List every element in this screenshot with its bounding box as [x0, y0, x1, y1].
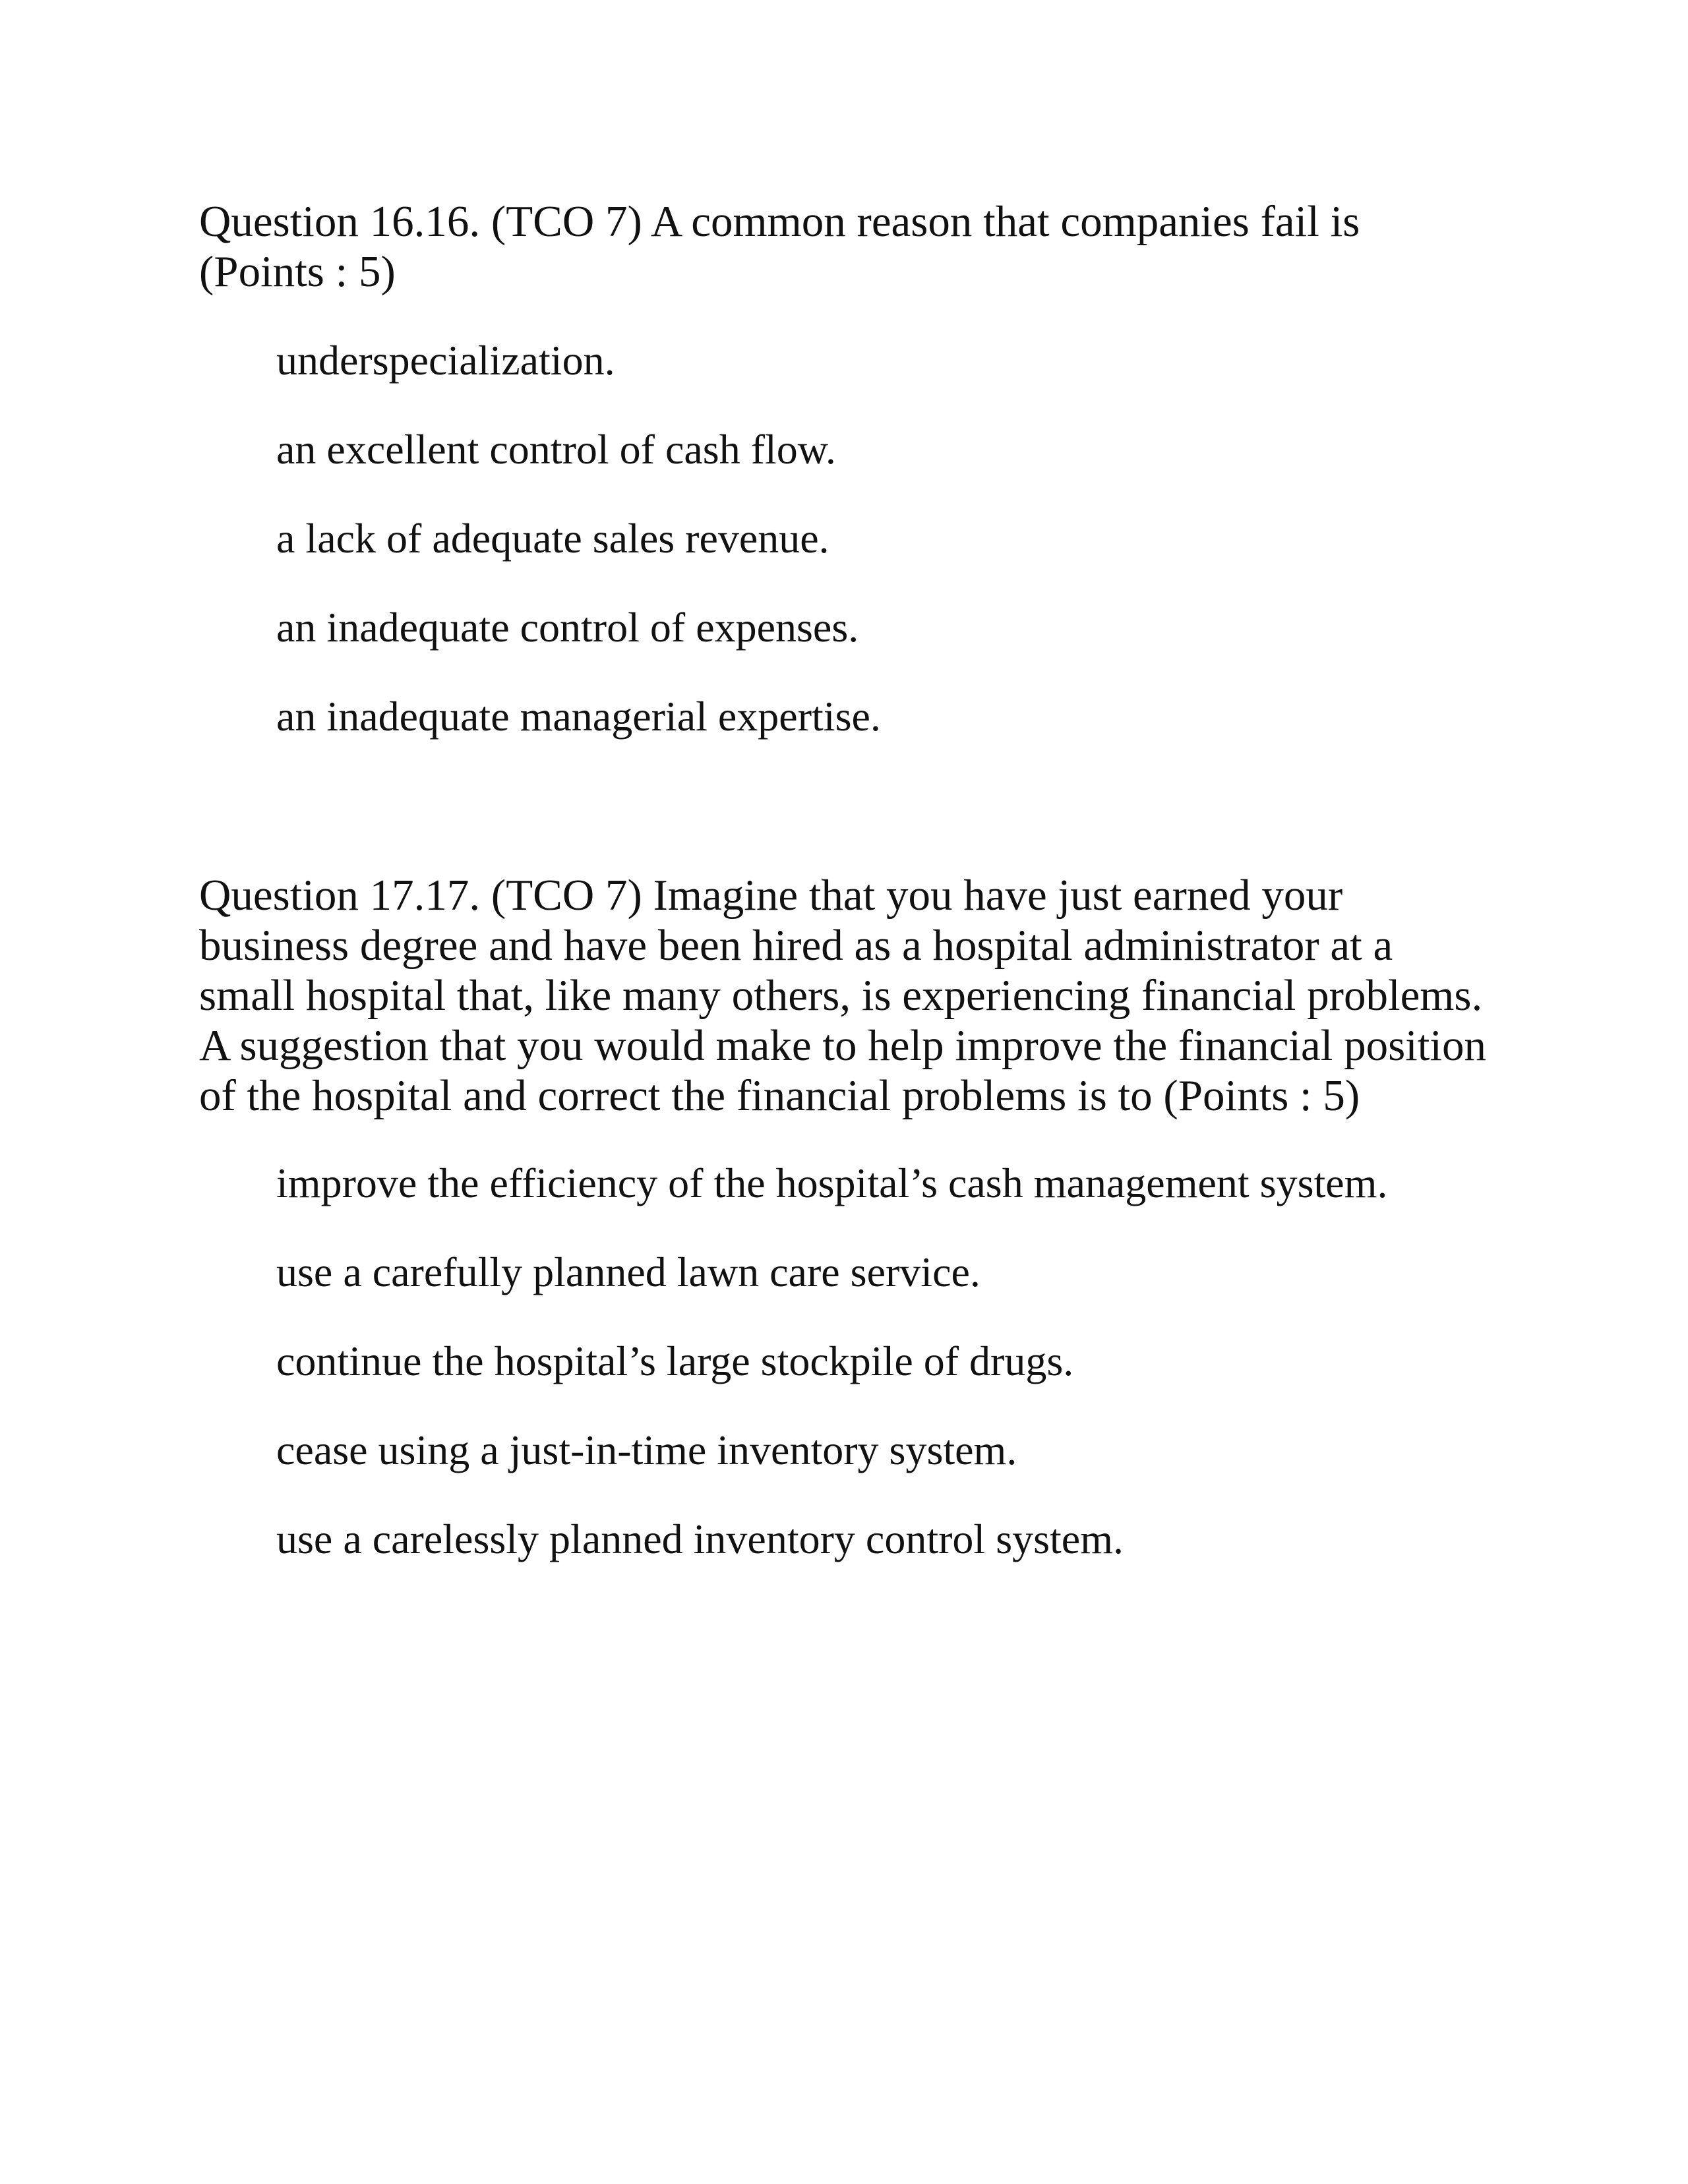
question-prompt: Question 17.17. (TCO 7) Imagine that you have just earned your business degree and have been hired as a hospital administrator at a small hospital that, like many others, is experiencing financial problems. A suggestion that you would make to help improve the financial position of the hospital and correct the financial problems is to (Points : 5) [199, 871, 1486, 1120]
answer-option: continue the hospital’s large stockpile of drugs. [276, 1338, 1074, 1384]
answer-option: an excellent control of cash flow. [276, 426, 836, 473]
question-17 [199, 870, 1518, 1564]
question-16 [199, 196, 1518, 742]
answer-options [199, 1158, 1518, 1564]
answer-option: use a carelessly planned inventory control system. [276, 1516, 1124, 1562]
answer-option: use a carefully planned lawn care service. [276, 1249, 980, 1295]
answer-options [199, 336, 1518, 742]
answer-option: a lack of adequate sales revenue. [276, 515, 829, 562]
question-prompt: Question 16.16. (TCO 7) A common reason that companies fail is (Points : 5) [199, 197, 1360, 296]
answer-option: cease using a just-in-time inventory system. [276, 1427, 1017, 1473]
answer-option: underspecialization. [276, 337, 615, 384]
answer-option: an inadequate control of expenses. [276, 604, 859, 651]
answer-option: improve the efficiency of the hospital’s cash management system. [276, 1160, 1388, 1206]
answer-option: an inadequate managerial expertise. [276, 693, 881, 740]
